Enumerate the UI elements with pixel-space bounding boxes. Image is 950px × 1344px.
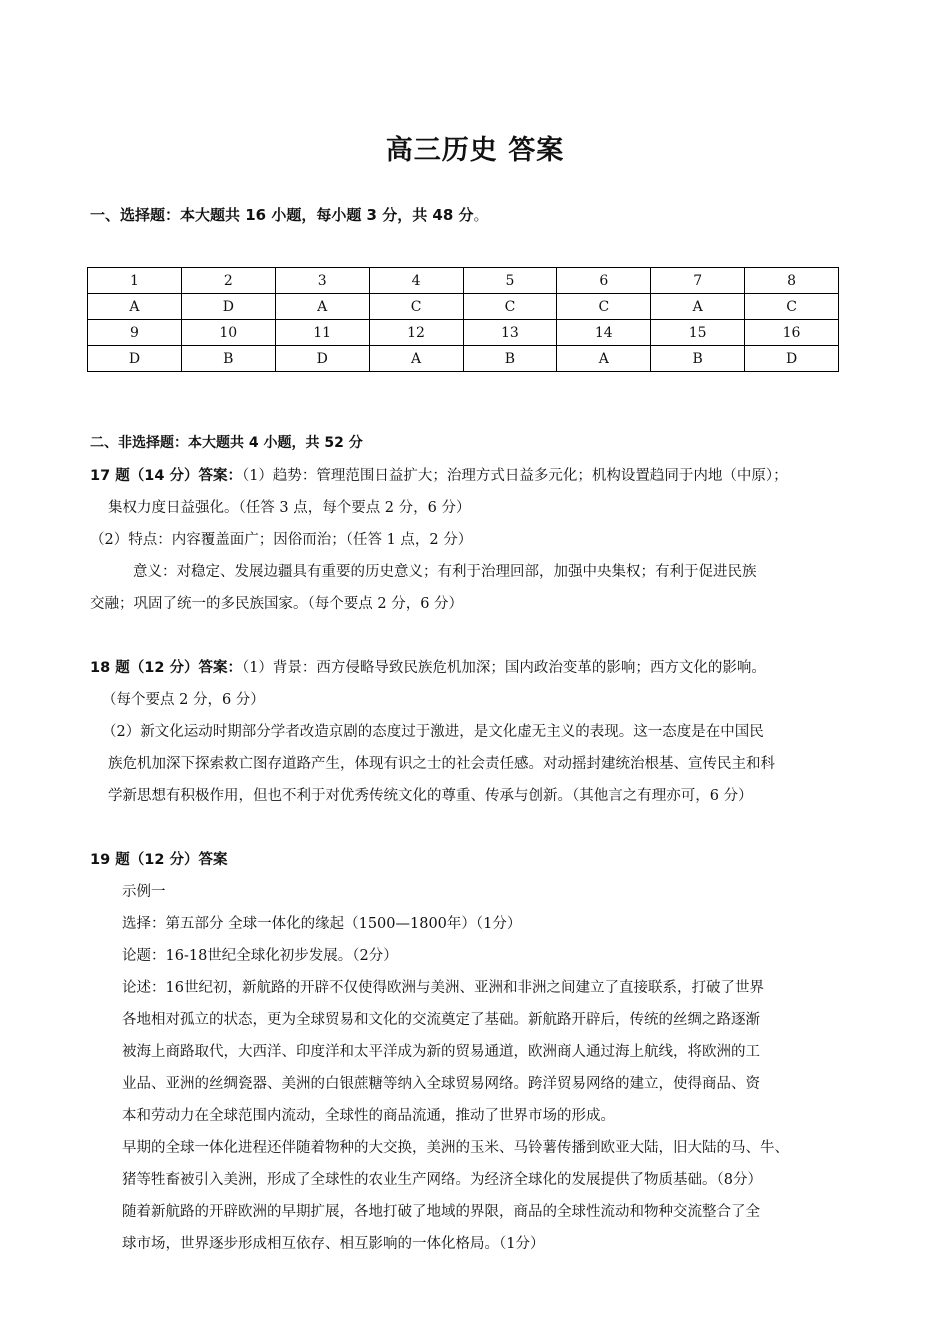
table-cell: D xyxy=(745,346,839,372)
q18-text-1: （1）背景：西方侵略导致民族危机加深；国内政治变革的影响；西方文化的影响。 xyxy=(241,660,766,676)
q19-argument-line: 论述：16世纪初，新航路的开辟不仅使得欧洲与美洲、亚洲和非洲之间建立了直接联系，打破了世界 xyxy=(122,980,764,996)
table-cell: C xyxy=(745,294,839,320)
table-cell: 15 xyxy=(651,320,745,346)
q17-label: 17 题（14 分）答案： xyxy=(90,468,242,484)
q19-argument-line: 猪等牲畜被引入美洲，形成了全球性的农业生产网络。为经济全球化的发展提供了物质基础。（8分） xyxy=(122,1172,762,1188)
table-row xyxy=(88,320,839,346)
q19-argument-line: 被海上商路取代，大西洋、印度洋和太平洋成为新的贸易通道，欧洲商人通过海上航线，将欧洲的工 xyxy=(122,1044,760,1060)
table-cell: 8 xyxy=(745,268,839,294)
q17-text-5: 交融；巩固了统一的多民族国家。（每个要点 2 分，6 分） xyxy=(90,596,464,612)
table-row xyxy=(88,294,839,320)
table-cell: C xyxy=(369,294,463,320)
q19-label: 19 题（12 分）答案 xyxy=(90,852,228,868)
table-cell: 13 xyxy=(463,320,557,346)
q19-argument-line: 本和劳动力在全球范围内流动，全球性的商品流通，推动了世界市场的形成。 xyxy=(122,1108,615,1124)
q18-text-3: （2）新文化运动时期部分学者改造京剧的态度过于激进，是文化虚无主义的表现。这一态度是在中国民 xyxy=(102,724,764,740)
section1-heading xyxy=(90,204,489,225)
q19-argument-line: 早期的全球一体化进程还伴随着物种的大交换，美洲的玉米、马铃薯传播到欧亚大陆，旧大陆的马、牛、 xyxy=(122,1140,789,1156)
answer-table xyxy=(87,267,839,372)
section1-heading-text: 一、选择题：本大题共 16 小题，每小题 3 分，共 48 分 xyxy=(90,206,474,224)
q19-argument-line: 业品、亚洲的丝绸瓷器、美洲的白银蔗糖等纳入全球贸易网络。跨洋贸易网络的建立，使得商品、资 xyxy=(122,1076,760,1092)
q18-label: 18 题（12 分）答案： xyxy=(90,660,242,676)
q18-line xyxy=(90,656,766,677)
q19-argument-line: 各地相对孤立的状态，更为全球贸易和文化的交流奠定了基础。新航路开辟后，传统的丝绸之路逐渐 xyxy=(122,1012,760,1028)
table-cell: 14 xyxy=(557,320,651,346)
table-cell: 1 xyxy=(88,268,182,294)
q17-text-3: （2）特点：内容覆盖面广；因俗而治；（任答 1 点，2 分） xyxy=(90,532,473,548)
table-cell: 12 xyxy=(369,320,463,346)
table-cell: 11 xyxy=(275,320,369,346)
table-row xyxy=(88,268,839,294)
table-cell: B xyxy=(463,346,557,372)
table-cell: 2 xyxy=(181,268,275,294)
table-row xyxy=(88,346,839,372)
q19-example-title: 示例一 xyxy=(122,884,166,900)
table-cell: 4 xyxy=(369,268,463,294)
table-cell: 7 xyxy=(651,268,745,294)
q19-choice: 选择：第五部分 全球一体化的缘起（1500—1800年）（1分） xyxy=(122,916,522,932)
page-title: 高三历史 答案 xyxy=(385,135,565,166)
q17-text-1: （1）趋势：管理范围日益扩大；治理方式日益多元化；机构设置趋同于内地（中原）； xyxy=(241,468,788,484)
table-cell: D xyxy=(181,294,275,320)
q17-text-2: 集权力度日益强化。（任答 3 点，每个要点 2 分，6 分） xyxy=(108,500,471,516)
table-cell: A xyxy=(557,346,651,372)
table-cell: 5 xyxy=(463,268,557,294)
table-cell: A xyxy=(88,294,182,320)
q18-text-5: 学新思想有积极作用，但也不利于对优秀传统文化的尊重、传承与创新。（其他言之有理亦可，6 分） xyxy=(108,788,753,804)
q17-line xyxy=(90,464,788,485)
table-cell: 3 xyxy=(275,268,369,294)
section1-heading-end: 。 xyxy=(473,206,489,224)
table-cell: A xyxy=(369,346,463,372)
table-cell: C xyxy=(557,294,651,320)
table-cell: 10 xyxy=(181,320,275,346)
q19-thesis: 论题：16-18世纪全球化初步发展。（2分） xyxy=(122,948,398,964)
table-cell: 16 xyxy=(745,320,839,346)
q17-text-4: 意义：对稳定、发展边疆具有重要的历史意义；有利于治理回部，加强中央集权；有利于促进民族 xyxy=(133,564,757,580)
q19-argument-line: 随着新航路的开辟欧洲的早期扩展，各地打破了地域的界限，商品的全球性流动和物种交流整合了全 xyxy=(122,1204,760,1220)
table-cell: B xyxy=(651,346,745,372)
table-cell: D xyxy=(275,346,369,372)
q18-text-4: 族危机加深下探索救亡图存道路产生，体现有识之士的社会责任感。对动摇封建统治根基、宣传民主和科 xyxy=(108,756,775,772)
table-cell: B xyxy=(181,346,275,372)
section2-heading: 二、非选择题：本大题共 4 小题，共 52 分 xyxy=(90,435,363,451)
table-cell: C xyxy=(463,294,557,320)
q18-text-2: （每个要点 2 分，6 分） xyxy=(102,692,265,708)
table-cell: D xyxy=(88,346,182,372)
table-cell: A xyxy=(275,294,369,320)
q19-argument-line: 球市场，世界逐步形成相互依存、相互影响的一体化格局。（1分） xyxy=(122,1236,545,1252)
table-cell: 6 xyxy=(557,268,651,294)
table-cell: A xyxy=(651,294,745,320)
table-cell: 9 xyxy=(88,320,182,346)
